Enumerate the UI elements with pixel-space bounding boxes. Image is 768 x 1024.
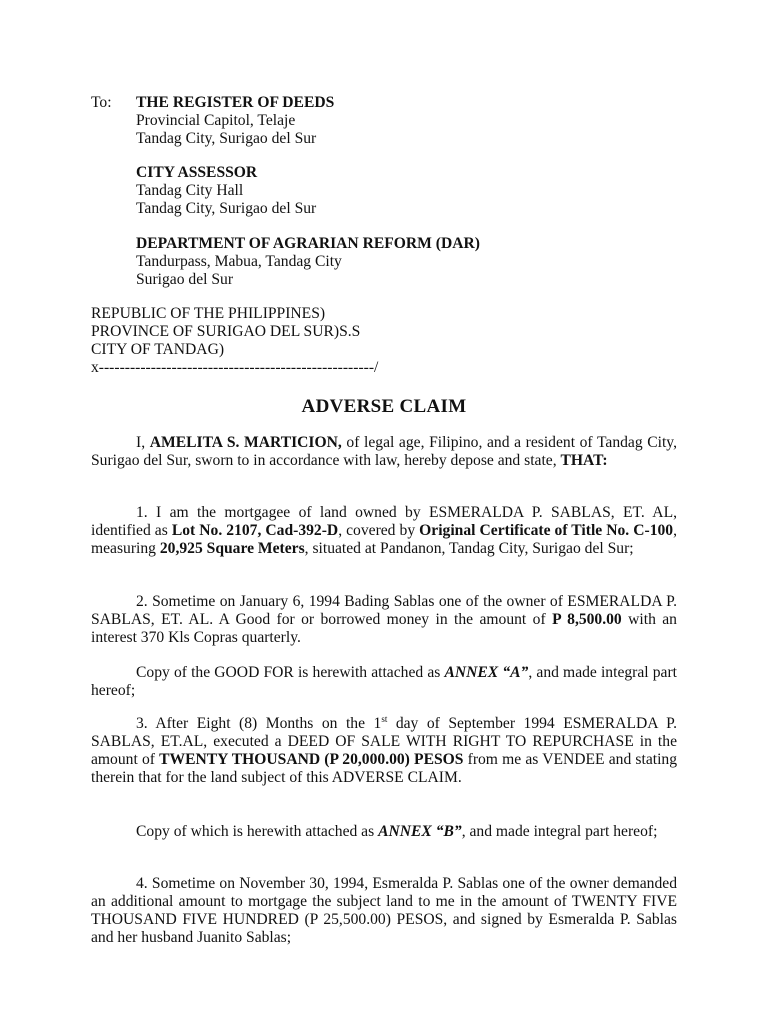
intro-paragraph: I, AMELITA S. MARTICION, of legal age, Filipino, and a resident of Tandag City, Surigao del Sur, sworn to in accordance with law, hereby depose and state, THAT: <box>91 434 677 469</box>
dar-name: DEPARTMENT OF AGRARIAN REFORM (DAR) <box>136 235 480 252</box>
paragraph-2: 2. Sometime on January 6, 1994 Bading Sablas one of the owner of ESMERALDA P. SABLAS, ET. AL. A Good for or borrowed money in the amount of P 8,500.00 with an interest 370 Kls Copras quarterly. <box>91 593 677 646</box>
venue-separator: x-----------------------------------------------------/ <box>91 359 379 376</box>
city-assessor-name: CITY ASSESSOR <box>136 164 258 181</box>
paragraph-4: 4. Sometime on November 30, 1994, Esmeralda P. Sablas one of the owner demanded an additional amount to mortgage the subject land to me in the amount of TWENTY FIVE THOUSAND FIVE HUNDRED (P 25,500.00) PESOS, and signed by Esmeralda P. Sablas and her husband Juanito Sablas; <box>91 875 677 946</box>
affiant-name: AMELITA S. MARTICION, <box>149 434 342 451</box>
paragraph-3: 3. After Eight (8) Months on the 1st day of September 1994 ESMERALDA P. SABLAS, ET.AL, executed a DEED OF SALE WITH RIGHT TO REPURCHASE in the amount of TWENTY THOUSAND (P 20,000.00) PESOS from me as VENDEE and stating therein that for the land subject of this ADVERSE CLAIM. <box>91 713 677 786</box>
document-title: ADVERSE CLAIM <box>301 396 467 417</box>
register-of-deeds-address-1: Provincial Capitol, Telaje <box>136 112 296 129</box>
city-assessor-address-1: Tandag City Hall <box>136 182 244 199</box>
sale-amount: TWENTY THOUSAND (P 20,000.00) PESOS <box>159 751 464 768</box>
certificate-of-title: Original Certificate of Title No. C-100 <box>419 522 674 539</box>
land-area: 20,925 Square Meters <box>159 540 305 557</box>
venue-province: PROVINCE OF SURIGAO DEL SUR)S.S <box>91 323 361 340</box>
annex-a-paragraph: Copy of the GOOD FOR is herewith attached as ANNEX “A”, and made integral part hereof; <box>91 664 677 699</box>
paragraph-1: 1. I am the mortgagee of land owned by ESMERALDA P. SABLAS, ET. AL, identified as Lot No. 2107, Cad-392-D, covered by Original Certificate of Title No. C-100, measuring 20,925 Square Meters, situated at Pandanon, Tandag City, Surigao del Sur; <box>91 504 678 557</box>
dar-address-2: Surigao del Sur <box>136 271 234 288</box>
register-of-deeds-address-2: Tandag City, Surigao del Sur <box>136 130 317 147</box>
annex-b-label: ANNEX “B” <box>378 823 462 840</box>
city-assessor-address-2: Tandag City, Surigao del Sur <box>136 200 317 217</box>
annex-a-label: ANNEX “A” <box>444 664 529 681</box>
register-of-deeds-name: THE REGISTER OF DEEDS <box>136 94 335 111</box>
venue-republic: REPUBLIC OF THE PHILIPPINES) <box>91 305 326 322</box>
loan-amount: P 8,500.00 <box>552 611 622 628</box>
lot-number: Lot No. 2107, Cad-392-D <box>171 522 339 539</box>
venue-city: CITY OF TANDAG) <box>91 341 225 358</box>
to-label: To: <box>91 94 112 111</box>
annex-b-paragraph: Copy of which is herewith attached as ANNEX “B”, and made integral part hereof; <box>136 823 658 840</box>
dar-address-1: Tandurpass, Mabua, Tandag City <box>136 253 342 270</box>
